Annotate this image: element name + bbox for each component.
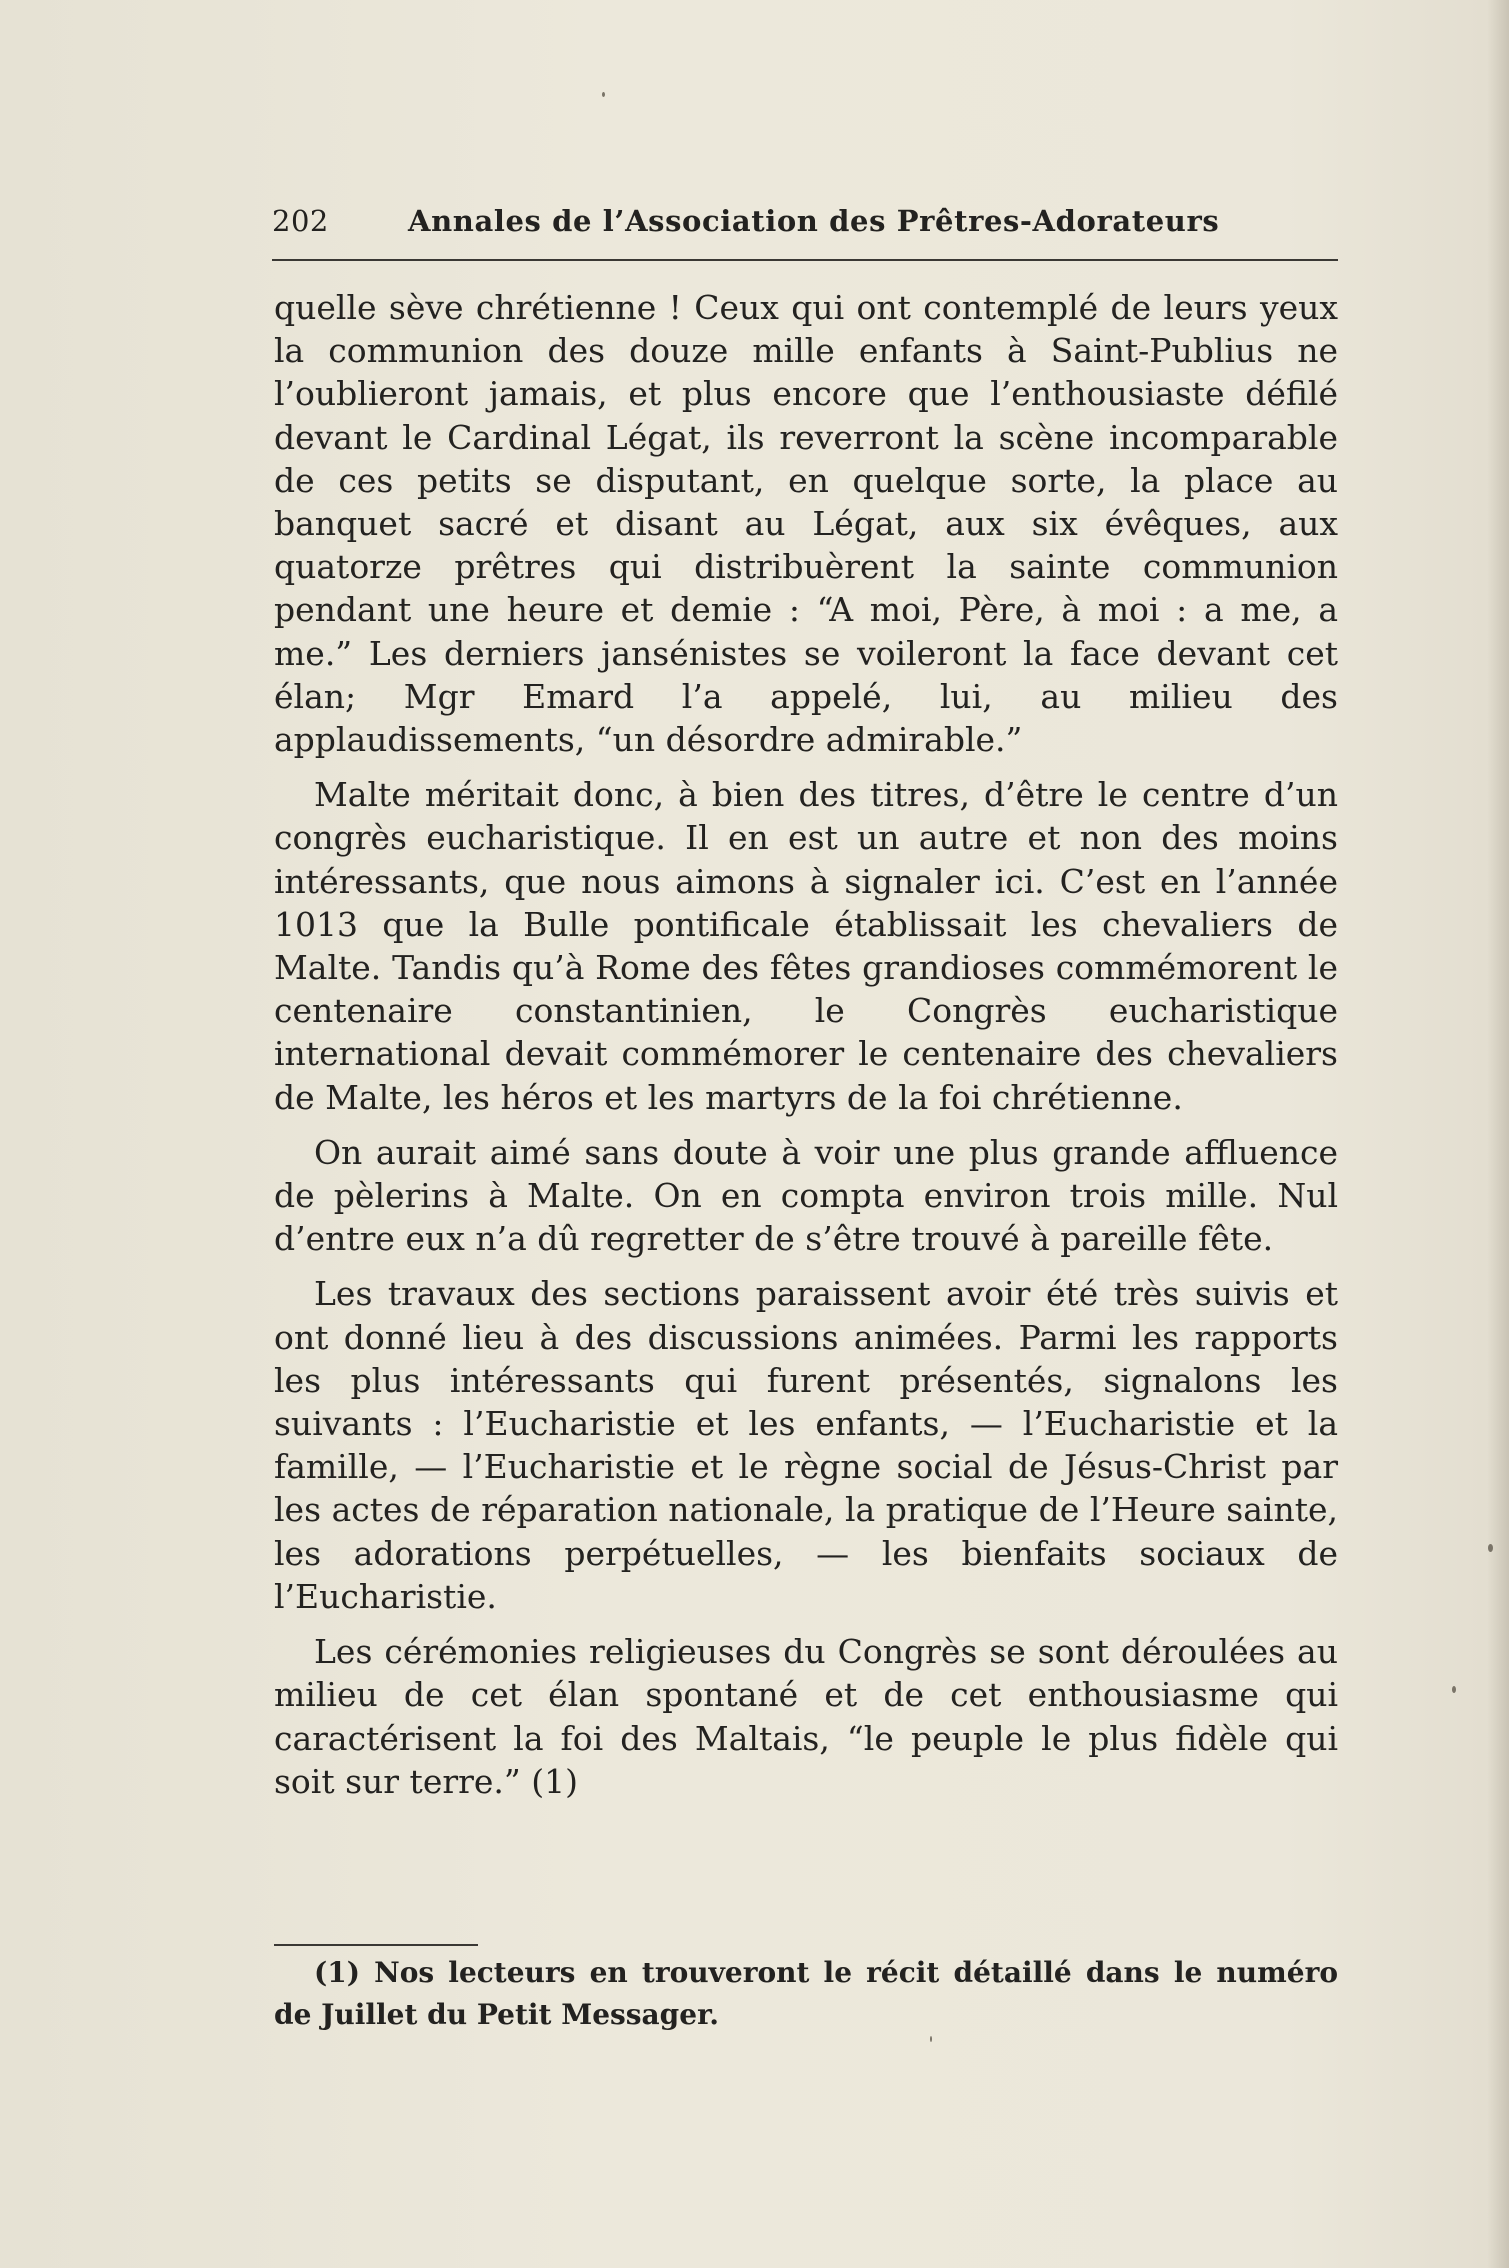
running-title: Annales de l’Association des Prêtres-Adorateurs [408, 204, 1220, 238]
paragraph-4: Les travaux des sections paraissent avoir été très suivis et ont donné lieu à des discussions animées. Parmi les rapports les plus intéressants qui furent présentés, signalons les suivants : l’Eucharistie et les enfants, — l’Eucharistie et la famille, — l’Eucharistie et le règne social de Jésus-Christ par les actes de réparation nationale, la pratique de l’Heure sainte, les adorations perpétuelles, — les bienfaits sociaux de l’Eucharistie. [274, 1274, 1338, 1616]
page-number: 202 [272, 204, 329, 238]
page-edge-shadow [1487, 0, 1509, 2268]
paper-speck [602, 92, 605, 97]
paper-speck [1488, 1544, 1493, 1552]
paragraph-2: Malte méritait donc, à bien des titres, d’être le centre d’un congrès eucharistique. Il en est un autre et non des moins intéressants, que nous aimons à signaler ici. C’est en l’année 1013 que la Bulle pontificale établissait les chevaliers de Malte. Tandis qu’à Rome des fêtes grandioses commémorent le centenaire constantinien, le Congrès eucharistique international devait commémorer le centenaire des chevaliers de Malte, les héros et les martyrs de la foi chrétienne. [274, 775, 1338, 1117]
header-rule [272, 259, 1338, 261]
footnote: (1) Nos lecteurs en trouveront le récit détaillé dans le numéro de Juillet du Petit Messager. [274, 1956, 1338, 2031]
paragraph-5: Les cérémonies religieuses du Congrès se sont déroulées au milieu de cet élan spontané et de cet enthousiasme qui caractérisent la foi des Maltais, “le peuple le plus fidèle qui soit sur terre.” (1) [274, 1632, 1338, 1801]
paragraph-3: On aurait aimé sans doute à voir une plus grande affluence de pèlerins à Malte. On en compta environ trois mille. Nul d’entre eux n’a dû regretter de s’être trouvé à pareille fête. [274, 1132, 1338, 1259]
footnote-rule [274, 1944, 478, 1946]
page-header [272, 204, 1338, 250]
paper-speck [1452, 1686, 1456, 1693]
paragraph-1: quelle sève chrétienne ! Ceux qui ont contemplé de leurs yeux la communion des douze mille enfants à Saint-Publius ne l’oublieront jamais, et plus encore que l’enthousiaste défilé devant le Cardinal Légat, ils reverront la scène incomparable de ces petits se disputant, en quelque sorte, la place au banquet sacré et disant au Légat, aux six évêques, aux quatorze prêtres qui distribuèrent la sainte communion pendant une heure et demie : “A moi, Père, à moi : a me, a me.” Les derniers jansénistes se voileront la face devant cet élan; Mgr Emard l’a appelé, lui, au milieu des applaudissements, “un désordre admirable.” [274, 288, 1338, 760]
body-text [274, 286, 1338, 1803]
paper-speck [930, 2036, 932, 2042]
